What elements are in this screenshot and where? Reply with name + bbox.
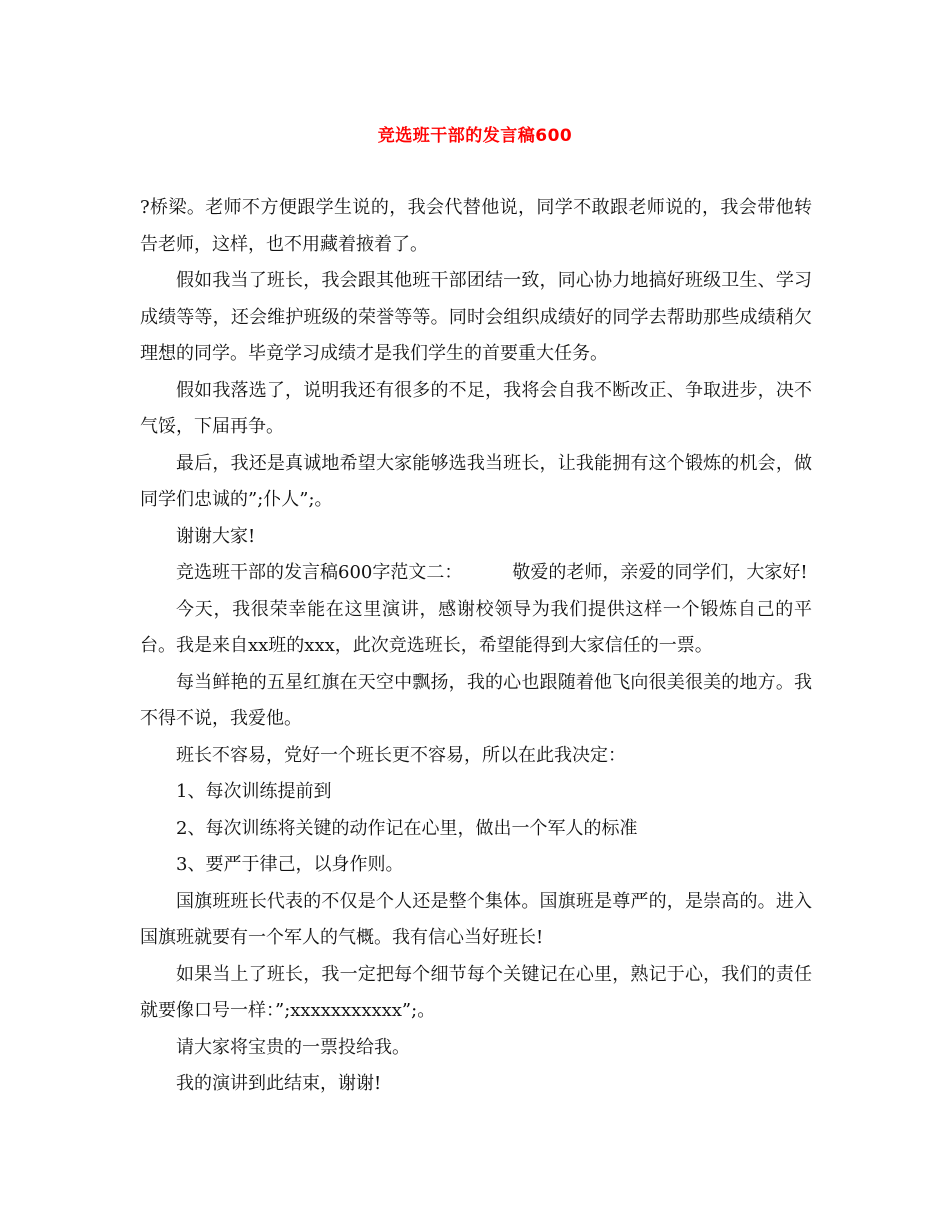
paragraph-6: 今天，我很荣幸能在这里演讲，感谢校领导为我们提供这样一个锻炼自己的平台。我是来自xx班的xxx，此次竞选班长，希望能得到大家信任的一票。 — [140, 598, 812, 656]
sample-heading: 竞选班干部的发言稿600字范文二： — [176, 562, 463, 583]
paragraph-2: 假如我当了班长，我会跟其他班干部团结一致，同心协力地搞好班级卫生、学习成绩等等，还会维护班级的荣誉等等。同时会组织成绩好的同学去帮助那些成绩稍欠理想的同学。毕竟学习成绩才是我们学生的首要重大任务。 — [140, 270, 812, 364]
paragraph-11: 请大家将宝贵的一票投给我。 — [176, 1036, 410, 1058]
paragraph-9: 国旗班班长代表的不仅是个人还是整个集体。国旗班是尊严的，是崇高的。进入国旗班就要有一个军人的气概。我有信心当好班长! — [140, 890, 812, 948]
document-body — [140, 190, 812, 1103]
paragraph-4: 最后，我还是真诚地希望大家能够选我当班长，让我能拥有这个锻炼的机会，做同学们忠诚的”;仆人”;。 — [140, 452, 812, 510]
paragraph-8: 班长不容易，党好一个班长更不容易，所以在此我决定： — [176, 744, 626, 766]
paragraph-10: 如果当上了班长，我一定把每个细节每个关键记在心里，熟记于心，我们的责任就要像口号一样：”;xxxxxxxxxxx”;。 — [140, 963, 812, 1021]
paragraph-5: 谢谢大家! — [176, 525, 256, 547]
sample-heading-line — [140, 555, 812, 592]
paragraph-1: ?桥梁。老师不方便跟学生说的，我会代替他说，同学不敢跟老师说的，我会带他转告老师，这样，也不用藏着掖着了。 — [140, 197, 812, 255]
list-item-2: 2、每次训练将关键的动作记在心里，做出一个军人的标准 — [176, 817, 638, 839]
paragraph-3: 假如我落选了，说明我还有很多的不足，我将会自我不断改正、争取进步，决不气馁，下届再争。 — [140, 379, 812, 437]
paragraph-12: 我的演讲到此结束，谢谢! — [176, 1073, 382, 1094]
document-title: 竞选班干部的发言稿600 — [377, 126, 573, 146]
list-item-3: 3、要严于律己，以身作则。 — [176, 854, 404, 875]
greeting: 敬爱的老师，亲爱的同学们，大家好! — [512, 562, 808, 583]
paragraph-7: 每当鲜艳的五星红旗在天空中飘扬，我的心也跟随着他飞向很美很美的地方。我不得不说，我爱他。 — [140, 671, 812, 729]
list-item-1: 1、每次训练提前到 — [176, 781, 332, 802]
